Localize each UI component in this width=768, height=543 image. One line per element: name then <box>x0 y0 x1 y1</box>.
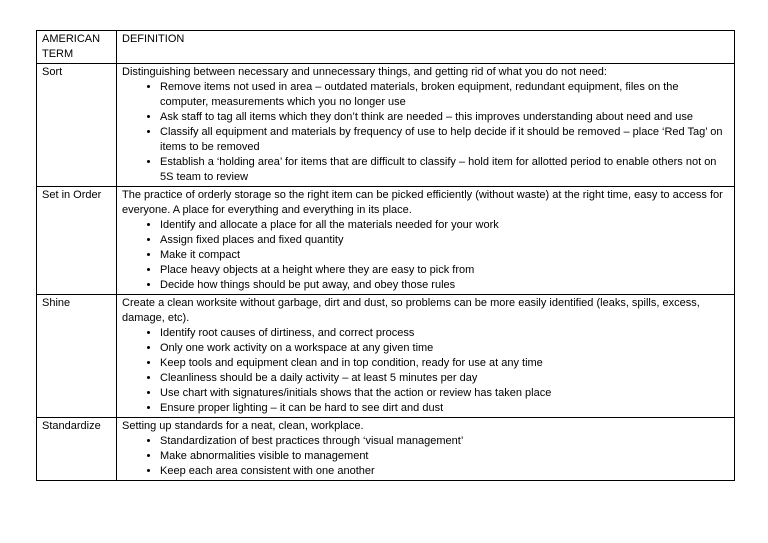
bullet-item: • Use chart with signatures/initials shows that the action or review has taken place <box>160 386 729 401</box>
bullet-item: • Make it compact <box>160 248 729 263</box>
bullet-item: • Make abnormalities visible to management <box>160 449 729 464</box>
definition-intro: Distinguishing between necessary and unnecessary things, and getting rid of what you do not need: <box>122 66 607 78</box>
bullet-item: • Decide how things should be put away, and obey those rules <box>160 278 729 293</box>
definition-intro: Create a clean worksite without garbage, dirt and dust, so problems can be more easily identified (leaks, spills, excess, damage, etc). <box>122 297 700 324</box>
table-row-sort <box>37 64 735 187</box>
definition-cell <box>117 64 735 187</box>
terms-table <box>36 30 735 481</box>
definition-bullet-list <box>122 434 729 479</box>
table-header-row <box>37 31 735 64</box>
bullet-item: • Only one work activity on a workspace at any given time <box>160 341 729 356</box>
bullet-item: • Cleanliness should be a daily activity – at least 5 minutes per day <box>160 371 729 386</box>
term-cell: Standardize <box>37 418 117 481</box>
term-cell: Shine <box>37 295 117 418</box>
definition-bullet-list <box>122 80 729 185</box>
definition-cell <box>117 187 735 295</box>
column-header-american-term: AMERICAN TERM <box>37 31 117 64</box>
bullet-item: • Establish a ‘holding area’ for items that are difficult to classify – hold item for allotted period to enable others not on 5S team to review <box>160 155 729 185</box>
table-row-shine <box>37 295 735 418</box>
bullet-item: • Keep tools and equipment clean and in top condition, ready for use at any time <box>160 356 729 371</box>
definition-bullet-list <box>122 218 729 293</box>
definition-bullet-list <box>122 326 729 416</box>
term-cell: Set in Order <box>37 187 117 295</box>
bullet-item: • Remove items not used in area – outdated materials, broken equipment, redundant equipment, files on the computer, measurements which you no longer use <box>160 80 729 110</box>
column-header-definition: DEFINITION <box>117 31 735 64</box>
bullet-item: • Place heavy objects at a height where they are easy to pick from <box>160 263 729 278</box>
term-cell: Sort <box>37 64 117 187</box>
bullet-item: • Standardization of best practices through ‘visual management’ <box>160 434 729 449</box>
bullet-item: • Classify all equipment and materials by frequency of use to help decide if it should be removed – place ‘Red Tag’ on items to be removed <box>160 125 729 155</box>
definition-intro: Setting up standards for a neat, clean, workplace. <box>122 420 364 432</box>
definition-cell <box>117 418 735 481</box>
bullet-item: • Keep each area consistent with one another <box>160 464 729 479</box>
bullet-item: • Identify root causes of dirtiness, and correct process <box>160 326 729 341</box>
table-row-set-in-order <box>37 187 735 295</box>
definition-intro: The practice of orderly storage so the right item can be picked efficiently (without waste) at the right time, easy to access for everyone. A place for everything and everything in its place. <box>122 189 723 216</box>
table-row-standardize <box>37 418 735 481</box>
bullet-item: • Assign fixed places and fixed quantity <box>160 233 729 248</box>
bullet-item: • Identify and allocate a place for all the materials needed for your work <box>160 218 729 233</box>
bullet-item: • Ask staff to tag all items which they don’t think are needed – this improves understanding about need and use <box>160 110 729 125</box>
definition-cell <box>117 295 735 418</box>
bullet-item: • Ensure proper lighting – it can be hard to see dirt and dust <box>160 401 729 416</box>
